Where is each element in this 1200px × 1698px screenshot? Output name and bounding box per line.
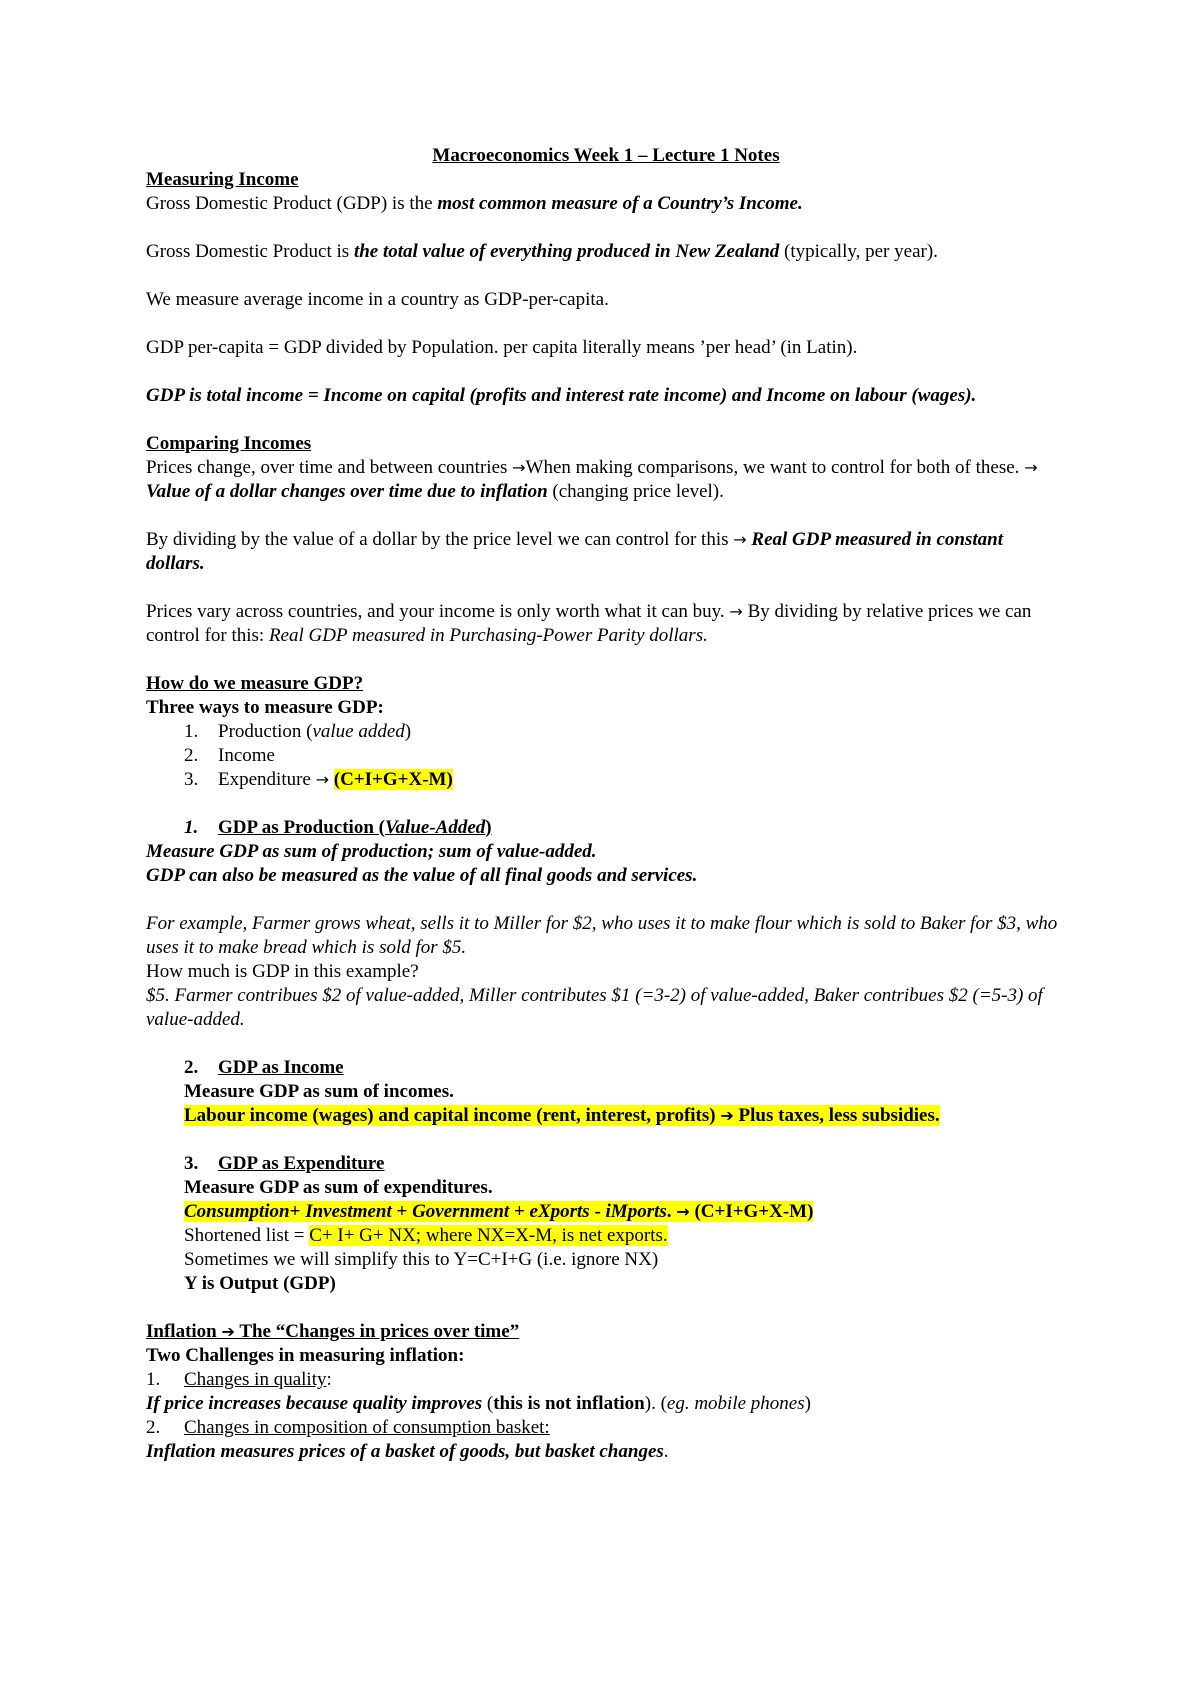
- arrow-icon: →: [315, 770, 330, 789]
- arrow-icon: →: [1024, 458, 1038, 477]
- subheading: Three ways to measure GDP:: [146, 697, 384, 718]
- paragraph: 2. Changes in composition of consumption basket:: [146, 1417, 550, 1438]
- paragraph: Prices vary across countries, and your income is only worth what it can buy. → By dividing by relative prices we can control for this: Real GDP measured in Purchasing-Power Parity dollars.: [146, 601, 1032, 646]
- paragraph: Y is Output (GDP): [184, 1273, 336, 1294]
- list-item: 1. Production (value added): [184, 721, 412, 742]
- heading-measure-gdp: How do we measure GDP?: [146, 673, 364, 694]
- paragraph: GDP is total income = Income on capital (profits and interest rate income) and Income on labour (wages).: [146, 385, 977, 406]
- arrow-icon: ➔: [221, 1322, 235, 1341]
- paragraph: Shortened list = C+ I+ G+ NX; where NX=X-M, is net exports.: [184, 1225, 668, 1246]
- paragraph: Consumption+ Investment + Government + eXports - iMports. → (C+I+G+X-M): [184, 1201, 814, 1222]
- paragraph: Gross Domestic Product (GDP) is the most common measure of a Country’s Income.: [146, 193, 803, 214]
- paragraph: Prices change, over time and between countries →When making comparisons, we want to control for both of these. → Value of a dollar changes over time due to inflation (changing price level).: [146, 457, 1038, 502]
- heading-measuring-income: Measuring Income: [146, 169, 299, 190]
- heading-gdp-expenditure: 3. GDP as Expenditure: [184, 1153, 385, 1174]
- arrow-icon: →: [676, 1202, 690, 1221]
- paragraph: Measure GDP as sum of expenditures.: [184, 1177, 493, 1198]
- paragraph: 1. Changes in quality:: [146, 1369, 332, 1390]
- paragraph: Measure GDP as sum of incomes.: [184, 1081, 454, 1102]
- heading-comparing-incomes: Comparing Incomes: [146, 433, 312, 454]
- paragraph: How much is GDP in this example?: [146, 961, 419, 982]
- paragraph: Measure GDP as sum of production; sum of value-added.: [146, 841, 597, 862]
- paragraph: $5. Farmer contribues $2 of value-added, Miller contributes $1 (=3-2) of value-added, Baker contribues $2 (=5-3) of value-added.: [146, 985, 1043, 1030]
- page-title: Macroeconomics Week 1 – Lecture 1 Notes: [432, 145, 780, 166]
- paragraph: Inflation measures prices of a basket of goods, but basket changes.: [146, 1441, 669, 1462]
- arrow-icon: →: [729, 602, 743, 621]
- paragraph: We measure average income in a country as GDP-per-capita.: [146, 289, 609, 310]
- arrow-icon: →: [512, 458, 526, 477]
- paragraph: Sometimes we will simplify this to Y=C+I+G (i.e. ignore NX): [184, 1249, 659, 1270]
- paragraph: For example, Farmer grows wheat, sells it to Miller for $2, who uses it to make flour which is sold to Baker for $3, who uses it to make bread which is sold for $5.: [146, 913, 1058, 958]
- document-body: [146, 144, 1066, 1464]
- subheading: Two Challenges in measuring inflation:: [146, 1345, 465, 1366]
- paragraph: Labour income (wages) and capital income (rent, interest, profits) ➔ Plus taxes, less subsidies.: [184, 1105, 940, 1126]
- paragraph: GDP per-capita = GDP divided by Population. per capita literally means ’per head’ (in Latin).: [146, 337, 858, 358]
- paragraph: GDP can also be measured as the value of all final goods and services.: [146, 865, 698, 886]
- heading-gdp-production: 1. GDP as Production (Value-Added): [184, 817, 492, 838]
- list-item: 3. Expenditure → (C+I+G+X-M): [184, 769, 453, 790]
- arrow-icon: →: [733, 530, 747, 549]
- arrow-icon: ➔: [720, 1106, 734, 1125]
- list-item: 2. Income: [184, 745, 275, 766]
- paragraph: Gross Domestic Product is the total value of everything produced in New Zealand (typically, per year).: [146, 241, 938, 262]
- heading-gdp-income: 2. GDP as Income: [184, 1057, 344, 1078]
- heading-inflation: Inflation ➔ The “Changes in prices over time”: [146, 1321, 520, 1342]
- paragraph: By dividing by the value of a dollar by the price level we can control for this → Real GDP measured in constant dollars.: [146, 529, 1003, 574]
- ways-list: [146, 720, 1066, 792]
- paragraph: If price increases because quality improves (this is not inflation). (eg. mobile phones): [146, 1393, 811, 1414]
